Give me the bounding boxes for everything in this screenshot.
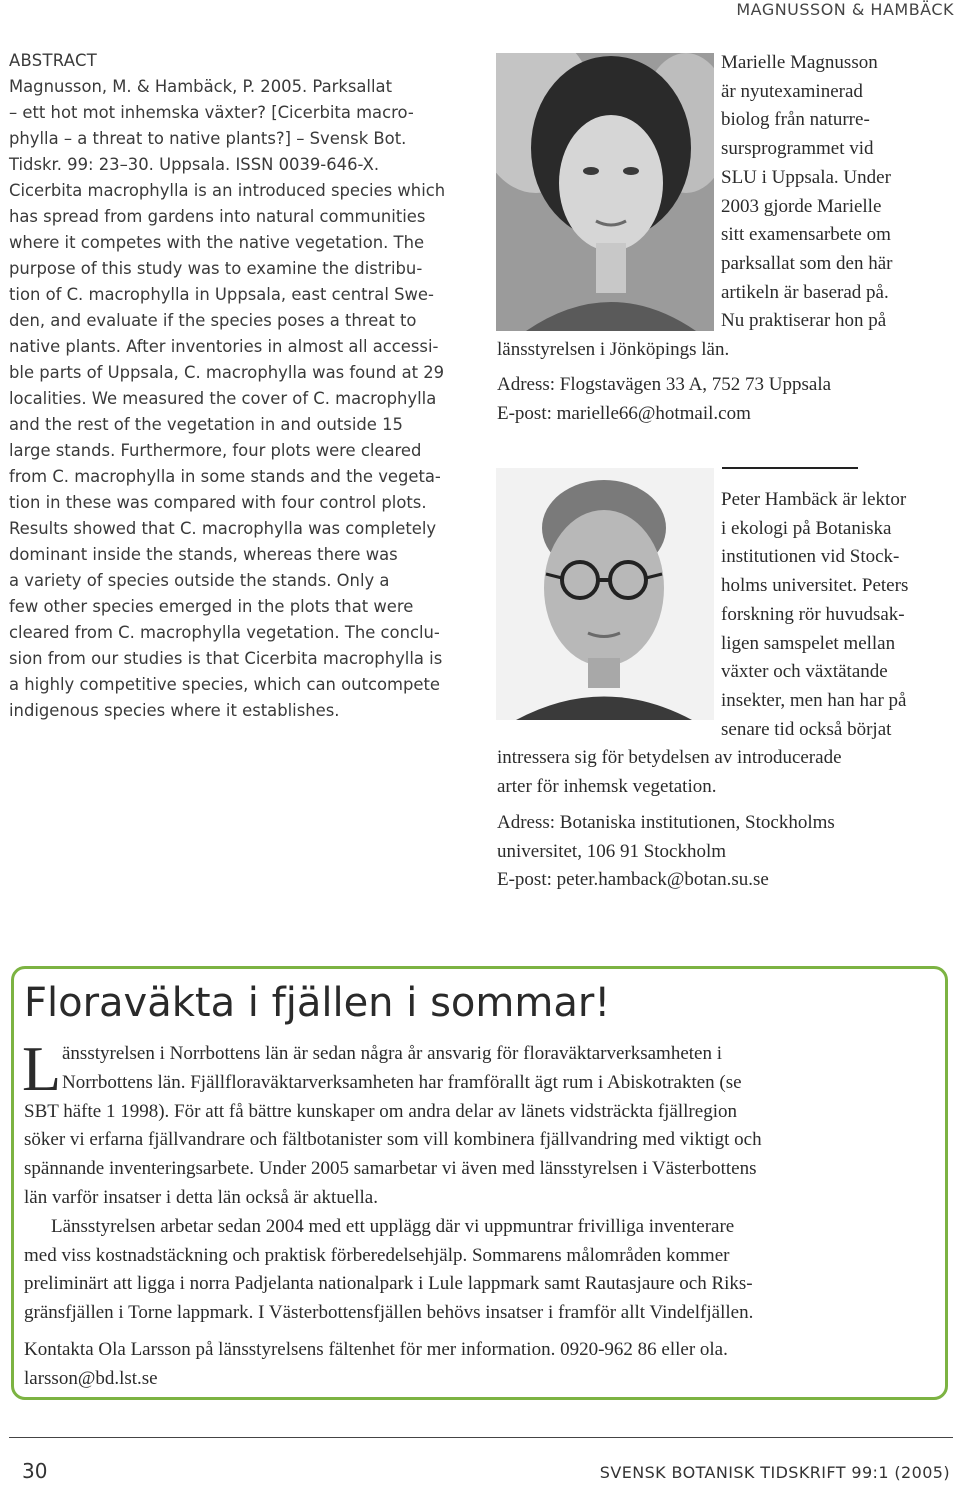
abstract-line: and the rest of the vegetation in and outside 15 xyxy=(9,415,403,434)
author1-bio-tail: länsstyrelsen i Jönköpings län. xyxy=(497,339,730,360)
author2-bio-line: ligen samspelet mellan xyxy=(721,632,896,654)
author2-bio-tail xyxy=(497,744,842,801)
info-box-line: spännande inventeringsarbete. Under 2005 samarbetar vi även med länsstyrelsen i Västerbottens xyxy=(24,1158,757,1180)
abstract-line: localities. We measured the cover of C. macrophylla xyxy=(9,389,437,408)
author1-bio-line: SLU i Uppsala. Under xyxy=(721,166,891,188)
author2-bio-tail-line: intressera sig för betydelsen av introducerade xyxy=(497,747,842,768)
abstract-line: Cicerbita macrophylla is an introduced species which xyxy=(9,181,446,200)
abstract-line: phylla – a threat to native plants?] – Svensk Bot. xyxy=(9,129,407,148)
abstract-line: tion in these was compared with four control plots. xyxy=(9,493,427,512)
abstract-line: has spread from gardens into natural communities xyxy=(9,207,426,226)
info-box-line: änsstyrelsen i Norrbottens län är sedan några år ansvarig för floraväktarverksamheten i xyxy=(62,1043,722,1064)
abstract-line: indigenous species where it establishes. xyxy=(9,701,340,720)
abstract-line: – ett hot mot inhemska växter? [Cicerbita macro- xyxy=(9,103,414,122)
abstract-line: cleared from C. macrophylla vegetation. The conclu- xyxy=(9,623,440,642)
info-box-line: Länsstyrelsen arbetar sedan 2004 med ett upplägg där vi uppmuntrar frivilliga inventerare xyxy=(51,1215,735,1237)
author2-bio-line: senare tid också börjat xyxy=(721,718,892,740)
info-box-line: söker vi erfarna fjällvandrare och fältbotanister som vill kombinera fjällvandring med viktigt och xyxy=(24,1129,762,1151)
abstract-line: where it competes with the native vegetation. The xyxy=(9,233,425,252)
abstract-line: purpose of this study was to examine the distribu- xyxy=(9,259,423,278)
author2-email: E-post: peter.hamback@botan.su.se xyxy=(497,869,769,891)
author1-bio-line: Marielle Magnusson xyxy=(721,52,878,73)
author1-bio-line: sitt examensarbete om xyxy=(721,224,891,246)
abstract-line: native plants. After inventories in almost all accessi- xyxy=(9,337,439,356)
running-head: MAGNUSSON & HAMBÄCK xyxy=(736,0,954,19)
footer-rule xyxy=(9,1437,953,1438)
author1-bio-line: 2003 gjorde Marielle xyxy=(721,195,882,217)
abstract-line: tion of C. macrophylla in Uppsala, east central Swe- xyxy=(9,285,434,304)
author2-bio-line: institutionen vid Stock- xyxy=(721,546,900,568)
abstract-line: from C. macrophylla in some stands and the vegeta- xyxy=(9,467,441,486)
info-box-body xyxy=(22,1033,762,1394)
author1-address: Adress: Flogstavägen 33 A, 752 73 Uppsala xyxy=(497,374,832,395)
author1-bio-line: artikeln är baserad på. xyxy=(721,281,889,303)
info-box-line: med viss kostnadstäckning och praktisk förberedelsehjälp. Sommarens målområden kommer xyxy=(24,1244,730,1266)
author-photo-hamback xyxy=(496,468,714,720)
abstract-line: few other species emerged in the plots that were xyxy=(9,597,414,616)
abstract-line: Results showed that C. macrophylla was completely xyxy=(9,519,437,538)
drop-cap: L xyxy=(22,1033,62,1104)
info-box-line: preliminärt att ligga i norra Padjelanta nationalpark i Lule lappmark samt Rautasjaure och Riks- xyxy=(24,1273,753,1295)
page-number: 30 xyxy=(22,1459,48,1483)
author2-bio-line: Peter Hambäck är lektor xyxy=(721,489,907,510)
abstract-line: a variety of species outside the stands. Only a xyxy=(9,571,390,590)
author1-bio-line: Nu praktiserar hon på xyxy=(721,310,887,332)
abstract-line: den, and evaluate if the species poses a threat to xyxy=(9,311,417,330)
abstract-line: Tidskr. 99: 23–30. Uppsala. ISSN 0039-646-X. xyxy=(9,155,380,174)
info-box-line: SBT häfte 1 1998). För att få bättre kunskaper om andra delar av länets vidsträckta fjällregion xyxy=(24,1100,737,1122)
author1-bio-line: är nyutexaminerad xyxy=(721,80,863,102)
journal-name: SVENSK BOTANISK TIDSKRIFT 99:1 (2005) xyxy=(599,1463,950,1482)
abstract-body xyxy=(9,74,471,724)
info-box-line: Norrbottens län. Fjällfloraväktarverksamheten har framförallt ägt rum i Abiskotrakten (se xyxy=(62,1071,742,1093)
author1-contact xyxy=(497,371,831,428)
author2-address-line-2: universitet, 106 91 Stockholm xyxy=(497,840,727,862)
author1-bio xyxy=(721,49,892,336)
author2-address-line-1: Adress: Botaniska institutionen, Stockholms xyxy=(497,812,835,833)
author1-email: E-post: marielle66@hotmail.com xyxy=(497,402,751,424)
info-box-line: län varför insatser i detta län också är aktuella. xyxy=(24,1186,378,1208)
abstract-line: ble parts of Uppsala, C. macrophylla was found at 29 xyxy=(9,363,445,382)
abstract-line: dominant inside the stands, whereas there was xyxy=(9,545,398,564)
author2-bio-line: i ekologi på Botaniska xyxy=(721,517,892,539)
author2-bio-line: holms universitet. Peters xyxy=(721,575,909,597)
abstract-heading: ABSTRACT xyxy=(9,51,98,70)
abstract-line: large stands. Furthermore, four plots were cleared xyxy=(9,441,422,460)
abstract-line: Magnusson, M. & Hambäck, P. 2005. Parksallat xyxy=(9,77,393,96)
abstract-column xyxy=(9,48,471,724)
info-box-line: gränsfjällen i Torne lappmark. I Västerbottensfjällen behövs insatser i framför allt Vindelfjällen. xyxy=(24,1302,754,1324)
author2-bio-line: insekter, men han har på xyxy=(721,689,907,711)
author2-bio-tail-line: arter för inhemsk vegetation. xyxy=(497,775,717,797)
author1-bio-line: sursprogrammet vid xyxy=(721,138,874,160)
author-separator xyxy=(722,467,858,469)
author2-bio-line: forskning rör huvudsak- xyxy=(721,603,905,625)
author-photo-magnusson xyxy=(496,53,714,331)
author2-bio-line: växter och växtätande xyxy=(721,661,888,683)
info-box-title: Floraväkta i fjällen i sommar! xyxy=(24,980,611,1026)
abstract-line: sion from our studies is that Cicerbita macrophylla is xyxy=(9,649,443,668)
info-box-line: larsson@bd.lst.se xyxy=(24,1367,158,1389)
author2-bio xyxy=(721,486,908,744)
author2-contact xyxy=(497,809,835,895)
author1-bio-line: parksallat som den här xyxy=(721,252,893,274)
abstract-line: a highly competitive species, which can outcompete xyxy=(9,675,440,694)
info-box-line: Kontakta Ola Larsson på länsstyrelsens fältenhet för mer information. 0920-962 86 eller ola. xyxy=(24,1338,728,1360)
author1-bio-line: biolog från naturre- xyxy=(721,109,870,131)
